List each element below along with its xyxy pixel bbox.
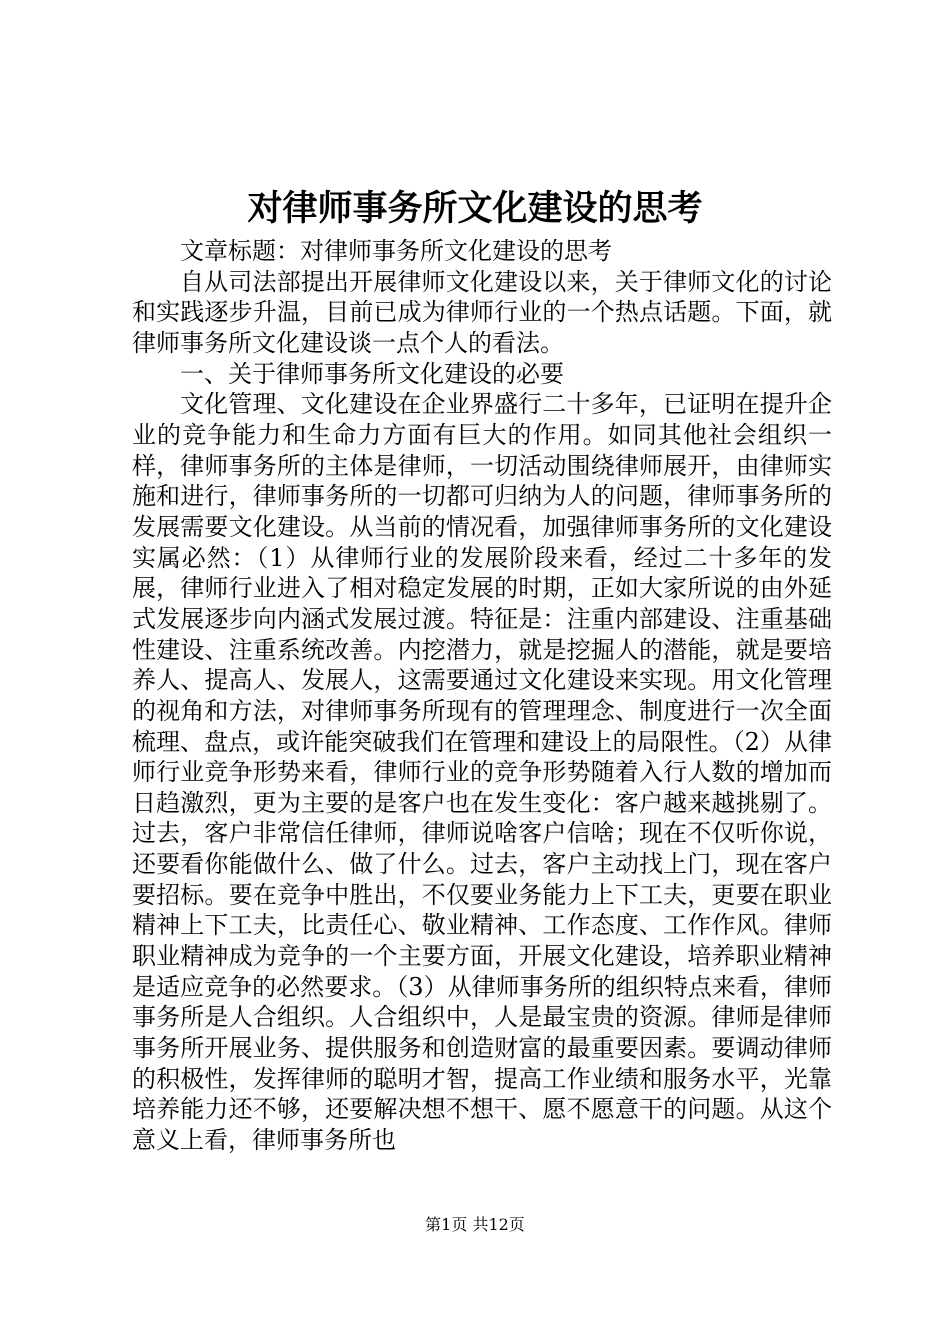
document-body — [132, 236, 832, 1156]
intro-paragraph: 自从司法部提出开展律师文化建设以来，关于律师文化的讨论和实践逐步升温，目前已成为律师行业的一个热点话题。下面，就律师事务所文化建设谈一点个人的看法。 — [132, 267, 832, 357]
section-heading: 一、关于律师事务所文化建设的必要 — [180, 359, 564, 388]
body-paragraph: 文化管理、文化建设在企业界盛行二十多年，已证明在提升企业的竞争能力和生命力方面有巨大的作用。如同其他社会组织一样，律师事务所的主体是律师，一切活动围绕律师展开，由律师实施和进行，律师事务所的一切都可归纳为人的问题，律师事务所的发展需要文化建设。从当前的情况看，加强律师事务所的文化建设实属必然：（1）从律师行业的发展阶段来看，经过二十多年的发展，律师行业进入了相对稳定发展的时期，正如大家所说的由外延式发展逐步向内涵式发展过渡。特征是：注重内部建设、注重基础性建设、注重系统改善。内挖潜力，就是挖掘人的潜能，就是要培养人、提高人、发展人，这需要通过文化建设来实现。用文化管理的视角和方法，对律师事务所现有的管理理念、制度进行一次全面梳理、盘点，或许能突破我们在管理和建设上的局限性。（2）从律师行业竞争形势来看，律师行业的竞争形势随着入行人数的增加而日趋激烈，更为主要的是客户也在发生变化：客户越来越挑剔了。过去，客户非常信任律师，律师说啥客户信啥；现在不仅听你说，还要看你能做什么、做了什么。过去，客户主动找上门，现在客户要招标。要在竞争中胜出，不仅要业务能力上下工夫，更要在职业精神上下工夫，比责任心、敬业精神、工作态度、工作作风。律师职业精神成为竞争的一个主要方面，开展文化建设，培养职业精神是适应竞争的必然要求。（3）从律师事务所的组织特点来看，律师事务所是人合组织。人合组织中，人是最宝贵的资源。律师是律师事务所开展业务、提供服务和创造财富的最重要因素。要调动律师的积极性，发挥律师的聪明才智，提高工作业绩和服务水平，光靠培养能力还不够，还要解决想不想干、愿不愿意干的问题。从这个意义上看，律师事务所也 — [132, 390, 832, 1155]
document-title: 对律师事务所文化建设的思考 — [247, 188, 703, 229]
page-footer: 第1页 共12页 — [425, 1215, 525, 1234]
article-title-line: 文章标题：对律师事务所文化建设的思考 — [180, 237, 612, 265]
